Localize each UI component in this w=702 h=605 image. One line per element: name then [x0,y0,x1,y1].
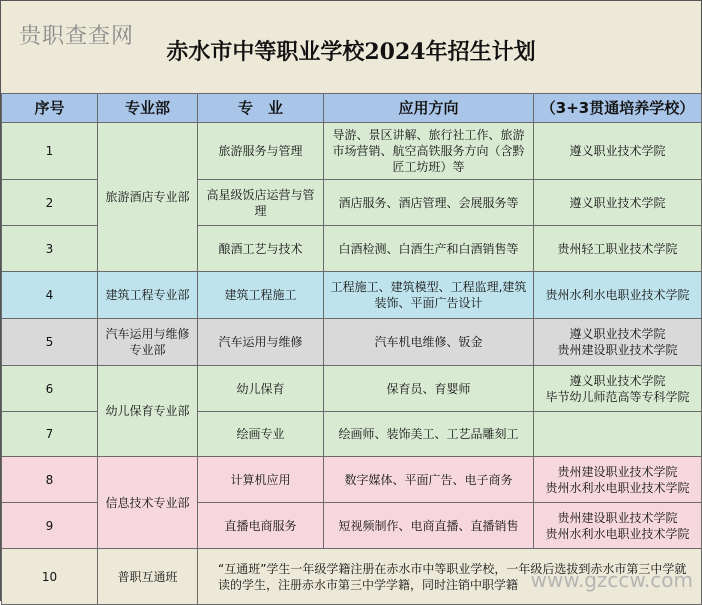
row-dept: 幼儿保育专业部 [98,366,198,457]
page-title: 赤水市中等职业学校2024年招生计划 [166,39,536,65]
table-row [2,319,702,366]
row-direction: 绘画师、装饰美工、工艺品雕刻工 [324,412,534,457]
row-major: 计算机应用 [198,457,324,503]
row-school: 贵州建设职业技术学院 贵州水利水电职业技术学院 [534,503,702,549]
title-bar [1,1,701,94]
row-major: 绘画专业 [198,412,324,457]
header-no: 序号 [2,94,98,123]
table-row [2,123,702,180]
row-no: 7 [2,412,98,457]
row-no: 3 [2,226,98,272]
row-major: 高星级饭店运营与管理 [198,180,324,226]
row-school: 遵义职业技术学院 贵州建设职业技术学院 [534,319,702,366]
row-school: 遵义职业技术学院 [534,180,702,226]
site-watermark-bottom: www.gzccw.com [530,568,693,592]
enrollment-table [1,93,702,605]
row-no: 4 [2,272,98,319]
row-no: 9 [2,503,98,549]
table-row [2,272,702,319]
row-dept: 汽车运用与维修专业部 [98,319,198,366]
site-watermark: 贵职查查网 [19,24,135,49]
table-header-row [2,94,702,123]
row-no: 10 [2,549,98,605]
row-school: 贵州水利水电职业技术学院 [534,272,702,319]
table-row [2,457,702,503]
row-school: 遵义职业技术学院 毕节幼儿师范高等专科学院 [534,366,702,412]
row-direction: 汽车机电维修、钣金 [324,319,534,366]
row-no: 5 [2,319,98,366]
row-school [534,412,702,457]
row-no: 8 [2,457,98,503]
row-major: 旅游服务与管理 [198,123,324,180]
row-no: 1 [2,123,98,180]
row-major: 幼儿保育 [198,366,324,412]
row-dept: 旅游酒店专业部 [98,123,198,272]
row-direction: 工程施工、建筑模型、工程监理,建筑装饰、平面广告设计 [324,272,534,319]
row-direction: 白酒检测、白酒生产和白酒销售等 [324,226,534,272]
table-row [2,366,702,412]
row-dept: 普职互通班 [98,549,198,605]
row-direction: 酒店服务、酒店管理、会展服务等 [324,180,534,226]
row-school: 贵州建设职业技术学院 贵州水利水电职业技术学院 [534,457,702,503]
header-major: 专 业 [198,94,324,123]
row-major: 汽车运用与维修 [198,319,324,366]
row-dept: 建筑工程专业部 [98,272,198,319]
header-school: （3+3贯通培养学校） [534,94,702,123]
row-direction: 数字媒体、平面广告、电子商务 [324,457,534,503]
row-note: “互通班”学生一年级学籍注册在赤水市中等职业学校，一年级后选拔到赤水市第三中学就读的学生，注册赤水市第三中学学籍，同时注销中职学籍 [198,549,702,605]
row-direction: 短视频制作、电商直播、直播销售 [324,503,534,549]
row-direction: 保育员、育婴师 [324,366,534,412]
row-school: 遵义职业技术学院 [534,123,702,180]
row-direction: 导游、景区讲解、旅行社工作、旅游市场营销、航空高铁服务方向（含黔匠工坊班）等 [324,123,534,180]
header-direction: 应用方向 [324,94,534,123]
row-major: 直播电商服务 [198,503,324,549]
row-no: 2 [2,180,98,226]
row-dept: 信息技术专业部 [98,457,198,549]
row-major: 建筑工程施工 [198,272,324,319]
row-no: 6 [2,366,98,412]
header-dept: 专业部 [98,94,198,123]
row-school: 贵州轻工职业技术学院 [534,226,702,272]
row-major: 酿酒工艺与技术 [198,226,324,272]
